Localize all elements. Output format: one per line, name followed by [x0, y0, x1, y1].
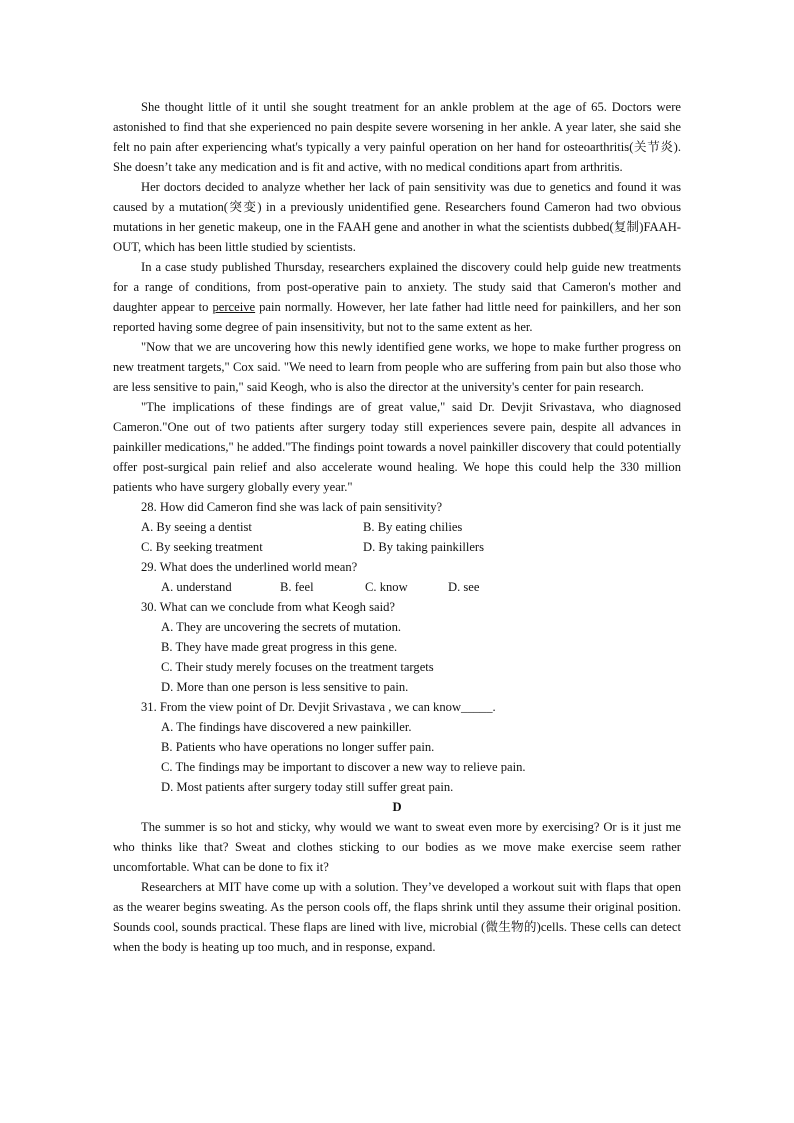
paragraph-3-text-before: In a case study published Thursday, researchers explained the discovery could help guide new treatments for a range of conditions, from post-operative pain to anxiety. The study said that Cameron's mother and daughter appear to [113, 260, 681, 314]
question-29-option-c: C. know [365, 580, 408, 594]
passage-d-paragraph-2: Researchers at MIT have come up with a solution. They’ve developed a workout suit with flaps that open as the wearer begins sweating. As the person cools off, the flaps shrink until they assume their original position. Sounds cool, sounds practical. These flaps are lined with live, microbial (微生物的)cells. These cells can detect when the body is heating up too much, and in response, expand. [113, 880, 681, 954]
question-31-option-a: A. The findings have discovered a new painkiller. [161, 720, 412, 734]
passage-c-paragraph-5: "The implications of these findings are of great value," said Dr. Devjit Srivastava, who diagnosed Cameron."One out of two patients after surgery today still experiences severe pain, despite all advances in painkiller medications," he added."The findings point towards a novel painkiller discovery that could potentially offer post-surgical pain relief and also accelerate wound healing. We hope this could help the 330 million patients who have surgery globally every year." [113, 400, 681, 494]
underlined-word: perceive [212, 300, 256, 314]
question-29-options [113, 577, 681, 597]
passage-d-paragraph-1: The summer is so hot and sticky, why would we want to sweat even more by exercising? Or is it just me who thinks like that? Sweat and clothes sticking to our bodies as we move make exercise seem rather uncomfortable. What can be done to fix it? [113, 820, 681, 874]
question-28-options-row-1 [113, 517, 681, 537]
question-29-option-a: A. understand [161, 580, 232, 594]
paragraph-3-text-after: pain normally. However, her late father had little need for painkillers, and her son reported having some degree of pain insensitivity, but not to the same extent as her. [113, 300, 681, 334]
question-28-option-d: D. By taking painkillers [363, 540, 485, 554]
passage-c-paragraph-1: She thought little of it until she sought treatment for an ankle problem at the age of 65. Doctors were astonished to find that she experienced no pain despite severe worsening in her ankle. A year later, she said she felt no pain after experiencing what's typically a very painful operation on her hand for osteoarthritis(关节炎). She doesn’t take any medication and is fit and active, with no medical conditions apart from arthritis. [113, 100, 681, 174]
question-29-stem: 29. What does the underlined world mean? [141, 560, 358, 574]
question-31-option-c: C. The findings may be important to discover a new way to relieve pain. [161, 760, 526, 774]
question-28-stem: 28. How did Cameron find she was lack of pain sensitivity? [141, 500, 443, 514]
question-29-option-d: D. see [448, 580, 480, 594]
question-31-stem: 31. From the view point of Dr. Devjit Srivastava , we can know_____. [141, 700, 496, 714]
question-31-option-b: B. Patients who have operations no longer suffer pain. [161, 740, 435, 754]
question-30-option-d: D. More than one person is less sensitive to pain. [161, 680, 409, 694]
section-heading-d: D [392, 800, 402, 814]
question-28-options-row-2 [113, 537, 681, 557]
question-28-option-c: C. By seeking treatment [141, 540, 263, 554]
question-30-option-c: C. Their study merely focuses on the treatment targets [161, 660, 434, 674]
passage-c-paragraph-4: "Now that we are uncovering how this newly identified gene works, we hope to make further progress on new treatment targets," Cox said. "We need to learn from people who are suffering from pain but also those who are less sensitive to pain," said Keogh, who is also the director at the university's center for pain research. [113, 340, 681, 394]
question-30-stem: 30. What can we conclude from what Keogh said? [141, 600, 396, 614]
question-29-option-b: B. feel [280, 580, 314, 594]
question-30-option-b: B. They have made great progress in this gene. [161, 640, 398, 654]
question-28-option-b: B. By eating chilies [363, 520, 463, 534]
document-page [113, 97, 681, 957]
passage-c-paragraph-3 [113, 257, 681, 337]
question-28-option-a: A. By seeing a dentist [141, 520, 252, 534]
question-31-option-d: D. Most patients after surgery today still suffer great pain. [161, 780, 454, 794]
question-30-option-a: A. They are uncovering the secrets of mutation. [161, 620, 402, 634]
passage-c-paragraph-2: Her doctors decided to analyze whether her lack of pain sensitivity was due to genetics and found it was caused by a mutation(突变) in a previously unidentified gene. Researchers found Cameron had two obvious mutations in her genetic makeup, one in the FAAH gene and another in what the scientists dubbed(复制)FAAH-OUT, which has been little studied by scientists. [113, 180, 681, 254]
